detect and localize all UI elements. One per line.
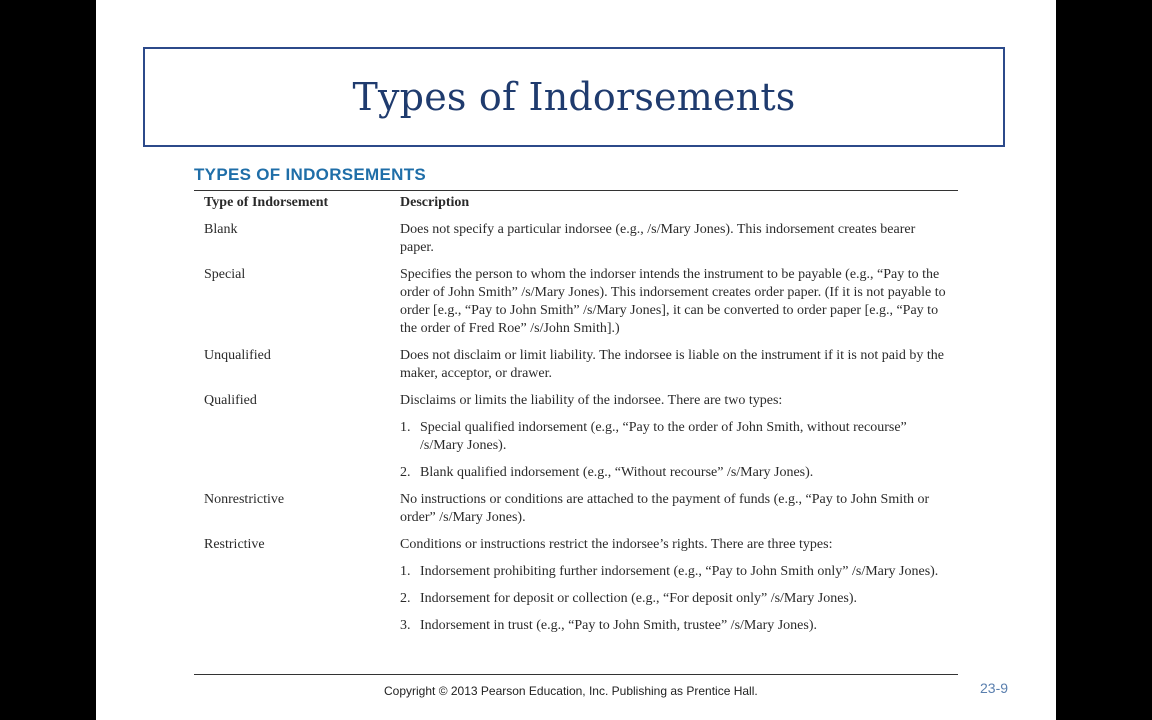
slide-title: Types of Indorsements bbox=[352, 75, 796, 119]
list-item-number: 1. bbox=[400, 420, 411, 435]
row-type: Special bbox=[204, 267, 246, 282]
row-type: Restrictive bbox=[204, 537, 265, 552]
list-item-text: Indorsement in trust (e.g., “Pay to John Smith, trustee” /s/Mary Jones). bbox=[420, 618, 817, 633]
slide bbox=[96, 0, 1056, 720]
list-item-text: Indorsement prohibiting further indorsement (e.g., “Pay to John Smith only” /s/Mary Jones). bbox=[420, 564, 939, 579]
row-description: Specifies the person to whom the indorser intends the instrument to be payable (e.g., “Pay to the order of John Smith” /s/Mary Jones). This indorsement creates order paper. (If it is not payable to order [e.g., “Pay to John Smith” /s/Mary Jones], it can be converted to order paper [e.g., “Pay to the order of Fred Roe” /s/John Smith].) bbox=[400, 267, 946, 336]
title-box bbox=[143, 47, 1005, 147]
table-top-rule bbox=[194, 190, 958, 191]
column-header-type: Type of Indorsement bbox=[204, 195, 329, 210]
list-item bbox=[400, 590, 950, 608]
table-row-nonrestrictive bbox=[204, 491, 950, 527]
row-type: Qualified bbox=[204, 393, 257, 408]
table-row-unqualified bbox=[204, 347, 950, 383]
row-description: Disclaims or limits the liability of the indorsee. There are two types: bbox=[400, 393, 783, 408]
list-item bbox=[400, 419, 950, 455]
row-type: Unqualified bbox=[204, 348, 271, 363]
row-type: Nonrestrictive bbox=[204, 492, 285, 507]
row-description: Conditions or instructions restrict the indorsee’s rights. There are three types: bbox=[400, 537, 833, 552]
list-item bbox=[400, 464, 950, 482]
table-row-blank bbox=[204, 221, 950, 257]
table-heading: TYPES OF INDORSEMENTS bbox=[194, 165, 427, 184]
table-bottom-rule bbox=[194, 674, 958, 675]
list-item-text: Special qualified indorsement (e.g., “Pay to the order of John Smith, without recourse” /s/Mary Jones). bbox=[420, 420, 907, 453]
copyright-footer: Copyright © 2013 Pearson Education, Inc. Publishing as Prentice Hall. bbox=[384, 684, 758, 698]
row-description: Does not specify a particular indorsee (e.g., /s/Mary Jones). This indorsement creates bearer paper. bbox=[400, 222, 916, 255]
table-row-qualified bbox=[204, 392, 950, 482]
row-description-block bbox=[400, 536, 950, 635]
list-item-number: 2. bbox=[400, 591, 411, 606]
column-header-description: Description bbox=[400, 195, 470, 210]
list-item-number: 1. bbox=[400, 564, 411, 579]
list-item bbox=[400, 617, 950, 635]
list-item bbox=[400, 563, 950, 581]
list-item-number: 3. bbox=[400, 618, 411, 633]
table-header-row bbox=[204, 194, 950, 212]
list-item-text: Blank qualified indorsement (e.g., “Without recourse” /s/Mary Jones). bbox=[420, 465, 814, 480]
row-description: Does not disclaim or limit liability. The indorsee is liable on the instrument if it is not paid by the maker, acceptor, or drawer. bbox=[400, 348, 944, 381]
list-item-text: Indorsement for deposit or collection (e.g., “For deposit only” /s/Mary Jones). bbox=[420, 591, 858, 606]
row-type: Blank bbox=[204, 222, 238, 237]
page-number: 23-9 bbox=[980, 680, 1009, 696]
list-item-number: 2. bbox=[400, 465, 411, 480]
row-description: No instructions or conditions are attached to the payment of funds (e.g., “Pay to John Smith or order” /s/Mary Jones). bbox=[400, 492, 930, 525]
row-description-block bbox=[400, 392, 950, 482]
table-row-special bbox=[204, 266, 950, 338]
indorsement-table bbox=[204, 194, 950, 644]
table-row-restrictive bbox=[204, 536, 950, 635]
